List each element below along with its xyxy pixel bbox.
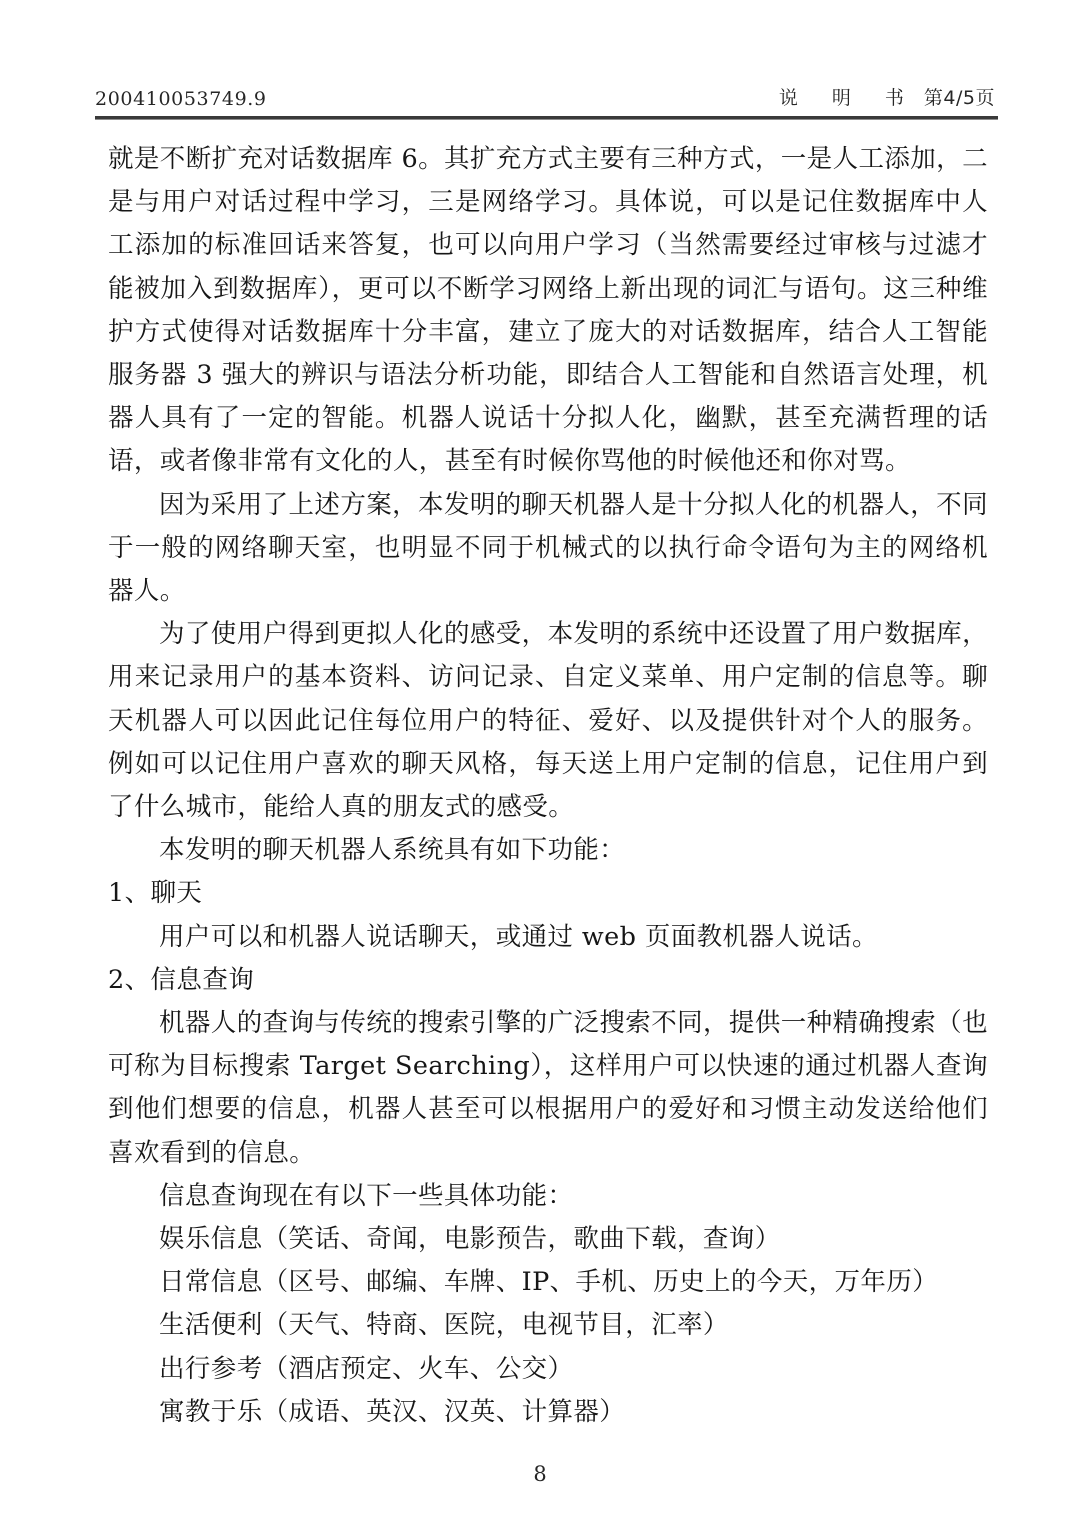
paragraph-system-functions-intro: 本发明的聊天机器人系统具有如下功能： <box>159 835 626 866</box>
page-footer <box>0 1462 1080 1486</box>
feature-line-travel: 出行参考（酒店预定、火车、公交） <box>159 1353 574 1384</box>
document-type-label: 说 明 书 <box>778 87 918 109</box>
page-header <box>95 68 995 110</box>
document-body <box>108 138 988 1434</box>
page-marker-label: 第4/5页 <box>923 87 995 109</box>
header-right-group <box>779 83 995 110</box>
list-item-1-body: 用户可以和机器人说话聊天，或通过 web 页面教机器人说话。 <box>159 921 878 952</box>
page-number: 8 <box>533 1462 547 1486</box>
list-item-1-heading: 1、聊天 <box>108 878 203 909</box>
paragraph-user-database: 为了使用户得到更拟人化的感受，本发明的系统中还设置了用户数据库，用来记录用户的基本资料、访问记录、自定义菜单、用户定制的信息等。聊天机器人可以因此记住每位用户的特征、爱好、以及提供针对个人的服务。例如可以记住用户喜欢的聊天风格，每天送上用户定制的信息，记住用户到了什么城市，能给人真的朋友式的感受。 <box>108 619 988 823</box>
header-divider-rule <box>95 116 998 120</box>
feature-line-daily: 日常信息（区号、邮编、车牌、IP、手机、历史上的今天，万年历） <box>159 1267 939 1298</box>
feature-line-education: 寓教于乐（成语、英汉、汉英、计算器） <box>159 1396 626 1427</box>
paragraph-target-searching: 机器人的查询与传统的搜索引擎的广泛搜索不同，提供一种精确搜索（也可称为目标搜索 Target Searching），这样用户可以快速的通过机器人查询到他们想要的信息，机器人甚至可以根据用户的爱好和习惯主动发送给他们喜欢看到的信息。 <box>108 1008 988 1168</box>
paragraph-humanlike-robot: 因为采用了上述方案，本发明的聊天机器人是十分拟人化的机器人，不同于一般的网络聊天室，也明显不同于机械式的以执行命令语句为主的网络机器人。 <box>108 489 988 607</box>
paragraph-query-features-intro: 信息查询现在有以下一些具体功能： <box>159 1180 574 1211</box>
feature-line-entertainment: 娱乐信息（笑话、奇闻，电影预告，歌曲下载，查询） <box>159 1224 781 1255</box>
paragraph-database-expansion: 就是不断扩充对话数据库 6。其扩充方式主要有三种方式，一是人工添加，二是与用户对话过程中学习，三是网络学习。具体说，可以是记住数据库中人工添加的标准回话来答复，也可以向用户学习（当然需要经过审核与过滤才能被加入到数据库），更可以不断学习网络上新出现的词汇与语句。这三种维护方式使得对话数据库十分丰富，建立了庞大的对话数据库，结合人工智能服务器 3 强大的辨识与语法分析功能，即结合人工智能和自然语言处理，机器人具有了一定的智能。机器人说话十分拟人化，幽默，甚至充满哲理的话语，或者像非常有文化的人，甚至有时候你骂他的时候他还和你对骂。 <box>108 144 988 477</box>
feature-line-life: 生活便利（天气、特商、医院，电视节目，汇率） <box>159 1310 729 1341</box>
application-number: 200410053749.9 <box>95 88 267 110</box>
list-item-2-heading: 2、信息查询 <box>108 964 255 995</box>
